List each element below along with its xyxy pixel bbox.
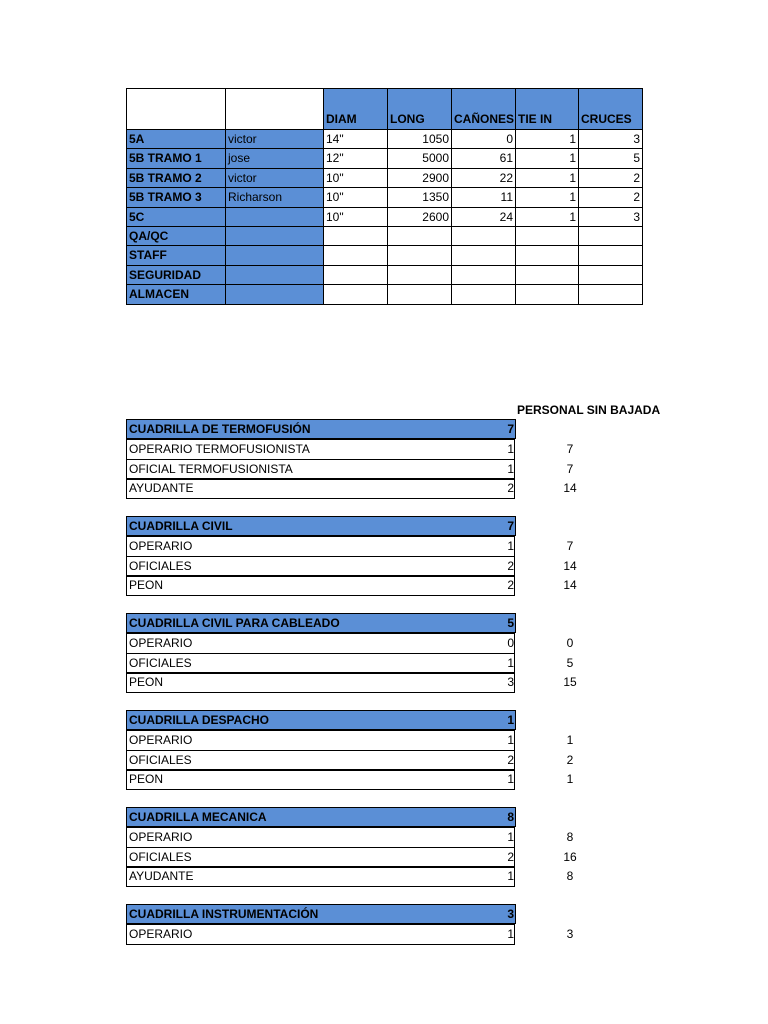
header-long: LONG: [387, 88, 452, 130]
personal-sin-bajada-header: PERSONAL SIN BAJADA: [517, 403, 661, 417]
header-area: [126, 88, 226, 130]
cell-diam: 14": [323, 129, 388, 149]
cell-area: 5B TRAMO 3: [126, 187, 226, 208]
cell-long: 2900: [387, 168, 452, 188]
crew-role: PEON: [126, 769, 515, 790]
crew-qty: 2: [507, 559, 514, 573]
crew-role: PEON: [126, 672, 515, 693]
cell-diam: [323, 226, 388, 246]
crew-role: AYUDANTE: [126, 478, 515, 499]
cell-tie-in: [515, 226, 579, 246]
crew-personal: 14: [563, 559, 577, 573]
crew-role: AYUDANTE: [126, 866, 515, 887]
cell-responsible: [225, 226, 324, 246]
crew-qty: 1: [507, 772, 514, 786]
crew-qty: 1: [507, 462, 514, 476]
crew-personal: 8: [566, 830, 574, 844]
crew-title: CUADRILLA MECANICA: [126, 807, 516, 827]
cell-cruces: 3: [578, 129, 643, 149]
crew-total-value: 1: [507, 713, 514, 727]
crew-qty: 1: [507, 869, 514, 883]
cell-area: SEGURIDAD: [126, 265, 226, 285]
cell-long: 5000: [387, 148, 452, 169]
crew-qty: 1: [507, 830, 514, 844]
crew-total-value: 3: [507, 907, 514, 921]
header-tie-in: TIE IN: [515, 88, 579, 130]
cell-area: 5B TRAMO 1: [126, 148, 226, 169]
cell-diam: 10": [323, 207, 388, 227]
cell-cruces: [578, 265, 643, 285]
crew-qty: 2: [507, 850, 514, 864]
crew-qty: 1: [507, 733, 514, 747]
cell-tie-in: 1: [515, 168, 579, 188]
header-responsible: [225, 88, 324, 130]
cell-cruces: [578, 226, 643, 246]
crew-qty: 2: [507, 578, 514, 592]
cell-long: 1350: [387, 187, 452, 208]
cell-canones: [451, 265, 516, 285]
cell-diam: [323, 265, 388, 285]
crew-personal: 8: [566, 869, 574, 883]
crew-role: PEON: [126, 575, 515, 596]
crew-role: OPERARIO: [126, 924, 515, 945]
crew-qty: 1: [507, 656, 514, 670]
cell-cruces: 3: [578, 207, 643, 227]
cell-responsible: victor: [225, 129, 324, 149]
cell-tie-in: 1: [515, 129, 579, 149]
cell-diam: 10": [323, 168, 388, 188]
cell-diam: [323, 284, 388, 305]
cell-tie-in: [515, 245, 579, 266]
cell-canones: [451, 284, 516, 305]
header-canones: CAÑONES: [451, 88, 516, 130]
cell-tie-in: 1: [515, 148, 579, 169]
cell-cruces: 2: [578, 187, 643, 208]
cell-tie-in: 1: [515, 187, 579, 208]
cell-responsible: jose: [225, 148, 324, 169]
cell-diam: 12": [323, 148, 388, 169]
crew-personal: 16: [563, 850, 577, 864]
crew-personal: 7: [566, 442, 574, 456]
cell-canones: 0: [451, 129, 516, 149]
cell-area: 5B TRAMO 2: [126, 168, 226, 188]
cell-cruces: 2: [578, 168, 643, 188]
cell-responsible: [225, 207, 324, 227]
cell-canones: 11: [451, 187, 516, 208]
cell-responsible: Richarson: [225, 187, 324, 208]
cell-canones: 24: [451, 207, 516, 227]
crew-role: OPERARIO: [126, 536, 515, 557]
crew-personal: 1: [566, 772, 574, 786]
cell-area: ALMACEN: [126, 284, 226, 305]
cell-responsible: [225, 265, 324, 285]
crew-title: CUADRILLA CIVIL: [126, 516, 516, 536]
crew-personal: 1: [566, 733, 574, 747]
crew-personal: 0: [566, 636, 574, 650]
crew-qty: 2: [507, 753, 514, 767]
crew-total-value: 7: [507, 519, 514, 533]
cell-tie-in: [515, 284, 579, 305]
crew-total-value: 5: [507, 616, 514, 630]
crew-total-value: 7: [507, 422, 514, 436]
crew-total-value: 8: [507, 810, 514, 824]
crew-role: OPERARIO: [126, 730, 515, 751]
header-cruces: CRUCES: [578, 88, 643, 130]
crew-personal: 5: [566, 656, 574, 670]
cell-responsible: [225, 284, 324, 305]
header-diam: DIAM: [323, 88, 388, 130]
crew-title: CUADRILLA DE TERMOFUSIÓN: [126, 419, 516, 439]
crew-qty: 0: [507, 636, 514, 650]
crew-role: OFICIALES: [126, 653, 515, 674]
crew-role: OPERARIO TERMOFUSIONISTA: [126, 439, 515, 460]
crew-role: OPERARIO: [126, 633, 515, 654]
cell-canones: 22: [451, 168, 516, 188]
crew-personal: 14: [563, 578, 577, 592]
cell-responsible: [225, 245, 324, 266]
crew-personal: 14: [563, 481, 577, 495]
crew-role: OFICIALES: [126, 847, 515, 868]
cell-cruces: [578, 284, 643, 305]
crew-personal: 2: [566, 753, 574, 767]
crew-qty: 1: [507, 442, 514, 456]
crew-title: CUADRILLA CIVIL PARA CABLEADO: [126, 613, 516, 633]
crew-qty: 2: [507, 481, 514, 495]
crew-qty: 1: [507, 927, 514, 941]
crew-personal: 3: [566, 927, 574, 941]
crew-role: OFICIAL TERMOFUSIONISTA: [126, 459, 515, 480]
crew-title: CUADRILLA INSTRUMENTACIÓN: [126, 904, 516, 924]
crew-personal: 15: [563, 675, 577, 689]
crew-personal: 7: [566, 462, 574, 476]
cell-cruces: 5: [578, 148, 643, 169]
cell-long: [387, 284, 452, 305]
cell-long: [387, 265, 452, 285]
cell-long: 2600: [387, 207, 452, 227]
cell-cruces: [578, 245, 643, 266]
cell-responsible: victor: [225, 168, 324, 188]
crew-role: OFICIALES: [126, 556, 515, 577]
cell-long: [387, 226, 452, 246]
cell-canones: [451, 245, 516, 266]
crew-qty: 3: [507, 675, 514, 689]
cell-tie-in: [515, 265, 579, 285]
cell-long: [387, 245, 452, 266]
cell-canones: [451, 226, 516, 246]
cell-area: 5C: [126, 207, 226, 227]
cell-tie-in: 1: [515, 207, 579, 227]
crew-qty: 1: [507, 539, 514, 553]
cell-area: STAFF: [126, 245, 226, 266]
cell-diam: 10": [323, 187, 388, 208]
crew-title: CUADRILLA DESPACHO: [126, 710, 516, 730]
cell-canones: 61: [451, 148, 516, 169]
cell-area: 5A: [126, 129, 226, 149]
cell-area: QA/QC: [126, 226, 226, 246]
crew-personal: 7: [566, 539, 574, 553]
cell-long: 1050: [387, 129, 452, 149]
crew-role: OFICIALES: [126, 750, 515, 771]
cell-diam: [323, 245, 388, 266]
crew-role: OPERARIO: [126, 827, 515, 848]
